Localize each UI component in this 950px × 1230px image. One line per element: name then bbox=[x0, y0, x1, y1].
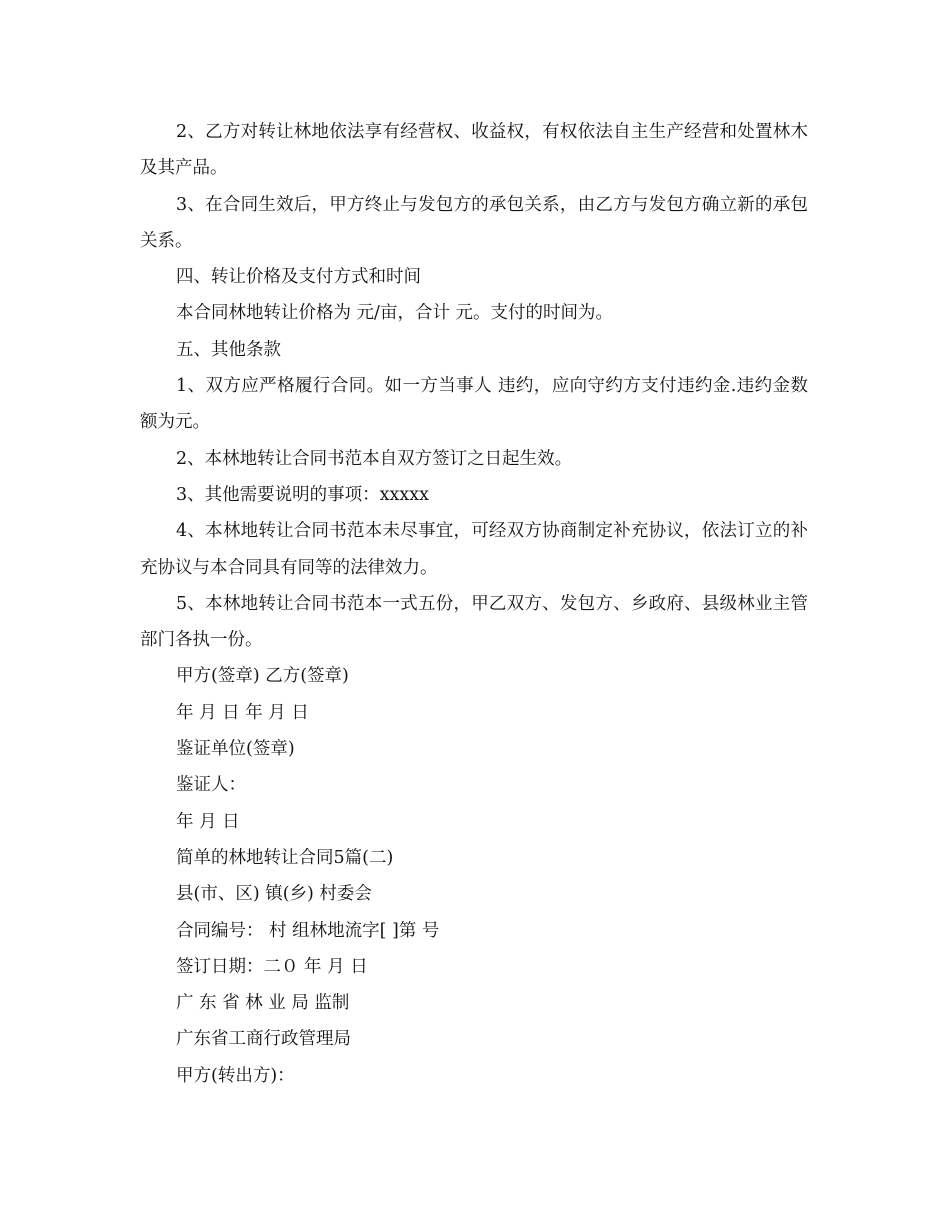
signature-parties: 甲方(签章) 乙方(签章) bbox=[176, 666, 349, 687]
other-term-5-copies: 5、本林地转让合同书范本一式五份，甲乙双方、发包方、乡政府、县级林业主管部门各执一份。 bbox=[140, 593, 808, 651]
party-a-transferor-label: 甲方(转出方)： bbox=[176, 1065, 295, 1086]
contract-number-line: 合同编号： 村 组林地流字[ ]第 号 bbox=[176, 920, 440, 941]
signing-date-line: 签订日期：二０ 年 月 日 bbox=[176, 956, 368, 977]
attestation-unit: 鉴证单位(签章) bbox=[176, 739, 295, 760]
section-heading-other-terms: 五、其他条款 bbox=[176, 339, 281, 360]
forestry-bureau-supervision: 广 东 省 林 业 局 监制 bbox=[176, 993, 350, 1014]
second-contract-title: 简单的林地转让合同5篇(二) bbox=[176, 847, 394, 868]
clause-2-management-rights: 2、乙方对转让林地依法享有经营权、收益权，有权依法自主生产经营和处置林木及其产品。 bbox=[140, 122, 808, 179]
document-body bbox=[140, 114, 808, 1094]
attestation-person: 鉴证人： bbox=[176, 775, 246, 796]
signature-dates: 年 月 日 年 月 日 bbox=[176, 702, 309, 723]
other-term-3-notes: 3、其他需要说明的事项：xxxxx bbox=[176, 484, 429, 505]
other-term-4-supplement: 4、本林地转让合同书范本未尽事宜，可经双方协商制定补充协议，依法订立的补充协议与本合同具有同等的法律效力。 bbox=[140, 521, 808, 578]
village-committee-line: 县(市、区) 镇(乡) 村委会 bbox=[176, 884, 372, 905]
other-term-2-effective: 2、本林地转让合同书范本自双方签订之日起生效。 bbox=[176, 448, 573, 469]
other-term-1-breach: 1、双方应严格履行合同。如一方当事人 违约，应向守约方支付违约金.违约金数额为元。 bbox=[140, 376, 808, 433]
attestation-date: 年 月 日 bbox=[176, 811, 240, 832]
clause-3-contract-relationship: 3、在合同生效后，甲方终止与发包方的承包关系，由乙方与发包方确立新的承包关系。 bbox=[140, 194, 808, 251]
section-heading-price-payment: 四、转让价格及支付方式和时间 bbox=[176, 267, 421, 288]
commerce-bureau-line: 广东省工商行政管理局 bbox=[176, 1029, 351, 1050]
price-clause: 本合同林地转让价格为 元/亩，合计 元。支付的时间为。 bbox=[176, 303, 614, 324]
